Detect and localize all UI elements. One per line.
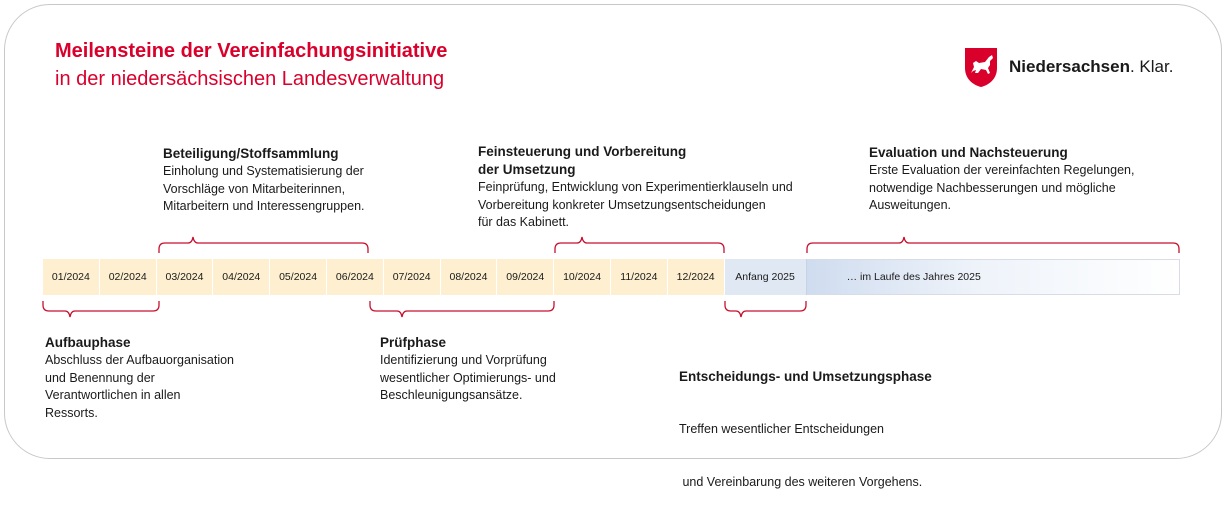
phase-desc-line: Ressorts.: [45, 405, 98, 420]
month-cell: 01/2024: [43, 259, 100, 295]
phase-aufbau: [45, 334, 234, 422]
phase-desc-line: und Benennung der: [45, 370, 155, 385]
phase-desc-line: Ausweitungen.: [869, 198, 952, 212]
timeline-bar: [43, 259, 1180, 295]
logo-wordmark: [1009, 57, 1173, 77]
title-line-2: in der niedersächsischen Landesverwaltung: [55, 68, 445, 90]
month-cell: 02/2024: [100, 259, 157, 295]
phase-title: Aufbauphase: [45, 335, 131, 350]
phase-entscheidung: [679, 333, 932, 509]
phase-title: Beteiligung/Stoffsammlung: [163, 146, 339, 161]
phase-desc-line: Identifizierung und Vorprüfung: [380, 353, 547, 367]
month-cell: 03/2024: [157, 259, 214, 295]
phase-title: Entscheidungs- und Umsetzungsphase: [679, 369, 932, 384]
phase-desc-line: notwendige Nachbesserungen und mögliche: [869, 180, 1116, 195]
phase-desc-line: Vorschläge von Mitarbeiterinnen,: [163, 181, 346, 196]
phase-title: Feinsteuerung und Vorbereitung: [478, 144, 687, 159]
phase-desc-line: wesentlicher Optimierungs- und: [380, 370, 556, 385]
month-cell: 09/2024: [497, 259, 554, 295]
phase-desc-line: Verantwortlichen in allen: [45, 388, 181, 402]
laufe-2025-cell: … im Laufe des Jahres 2025: [807, 259, 1180, 295]
title-line-1: Meilensteine der Vereinfachungsinitiative: [55, 40, 448, 62]
phase-desc-line: Einholung und Systematisierung der: [163, 164, 364, 178]
month-cell: 11/2024: [611, 259, 668, 295]
month-cell: 06/2024: [327, 259, 384, 295]
phase-pruef: [380, 334, 556, 405]
anfang-2025-cell: Anfang 2025: [725, 259, 807, 295]
phase-desc-line: und Vereinbarung des weiteren Vorgehens.: [679, 474, 923, 489]
month-cell: 12/2024: [668, 259, 725, 295]
phase-desc-line: Treffen wesentlicher Entscheidungen: [679, 422, 884, 436]
logo-brand-bold: Niedersachsen: [1009, 57, 1130, 76]
phase-title: Evaluation und Nachsteuerung: [869, 145, 1068, 160]
phase-desc-line: Beschleunigungsansätze.: [380, 388, 523, 402]
phase-desc-line: Abschluss der Aufbauorganisation: [45, 353, 235, 367]
phase-desc-line: Feinprüfung, Entwicklung von Experimentierklauseln und: [478, 180, 793, 194]
logo: [963, 46, 1173, 88]
month-cell: 04/2024: [213, 259, 270, 295]
month-cell: 07/2024: [384, 259, 441, 295]
phase-title: der Umsetzung: [478, 162, 576, 177]
phase-desc-line: Mitarbeitern und Interessengruppen.: [163, 199, 365, 213]
phase-beteiligung: [163, 145, 365, 216]
month-cell: 10/2024: [554, 259, 611, 295]
niedersachsen-horse-crest-icon: [963, 46, 999, 88]
phase-feinsteuerung: [478, 143, 793, 232]
phase-evaluation: [869, 144, 1134, 215]
month-cell: 05/2024: [270, 259, 327, 295]
phase-desc-line: für das Kabinett.: [478, 215, 570, 229]
month-cell: 08/2024: [441, 259, 498, 295]
phase-desc-line: Vorbereitung konkreter Umsetzungsentscheidungen: [478, 197, 766, 212]
phase-title: Prüfphase: [380, 335, 447, 350]
phase-desc-line: Erste Evaluation der vereinfachten Regelungen,: [869, 163, 1135, 177]
logo-brand-rest: . Klar.: [1129, 57, 1174, 76]
